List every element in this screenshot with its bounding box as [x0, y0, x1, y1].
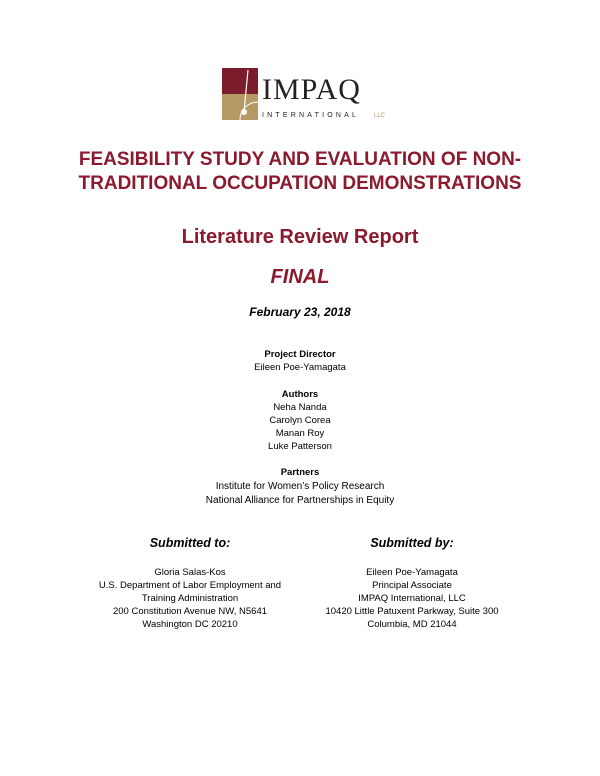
partner-name: National Alliance for Partnerships in Equity: [205, 495, 395, 506]
person-name: Eileen Poe-Yamagata: [254, 362, 346, 373]
report-title: [0, 148, 600, 196]
report-subtitle: Literature Review Report: [181, 226, 419, 248]
title-line: FEASIBILITY STUDY AND EVALUATION OF NON-: [78, 149, 522, 170]
title-line: TRADITIONAL OCCUPATION DEMONSTRATIONS: [78, 173, 522, 194]
author-name: Luke Patterson: [268, 441, 332, 452]
address-line: Washington DC 20210: [142, 619, 238, 630]
address-line: 10420 Little Patuxent Parkway, Suite 300: [325, 606, 499, 617]
logo-tagline: INTERNATIONAL: [262, 112, 360, 119]
partner-name: Institute for Women’s Policy Research: [215, 481, 385, 492]
address-line: U.S. Department of Labor Employment and: [98, 580, 282, 591]
address-line: Gloria Salas-Kos: [154, 567, 226, 578]
section-heading: Authors: [281, 389, 319, 400]
submitted-to-block: [80, 536, 300, 631]
report-date: February 23, 2018: [249, 305, 351, 319]
report-status: FINAL: [270, 266, 330, 288]
project-director-block: [0, 348, 600, 374]
address-line: IMPAQ International, LLC: [358, 593, 466, 604]
address-line: Training Administration: [141, 593, 239, 604]
address-line: Columbia, MD 21044: [367, 619, 457, 630]
section-heading: Project Director: [264, 349, 336, 360]
address-line: Eileen Poe-Yamagata: [366, 567, 458, 578]
section-heading: Submitted by:: [370, 536, 454, 550]
address-line: Principal Associate: [372, 580, 452, 591]
section-heading: Submitted to:: [149, 536, 231, 550]
logo-wordmark: IMPAQ: [262, 73, 361, 106]
address-line: 200 Constitution Avenue NW, N5641: [112, 606, 268, 617]
author-name: Carolyn Corea: [269, 415, 331, 426]
section-heading: Partners: [280, 467, 320, 478]
author-name: Manan Roy: [275, 428, 325, 439]
partners-block: [0, 466, 600, 508]
impaq-logo: [222, 68, 392, 120]
submitted-by-block: [302, 536, 522, 631]
author-name: Neha Nanda: [273, 402, 327, 413]
logo-suffix: LLC: [374, 113, 386, 119]
authors-block: [0, 388, 600, 453]
